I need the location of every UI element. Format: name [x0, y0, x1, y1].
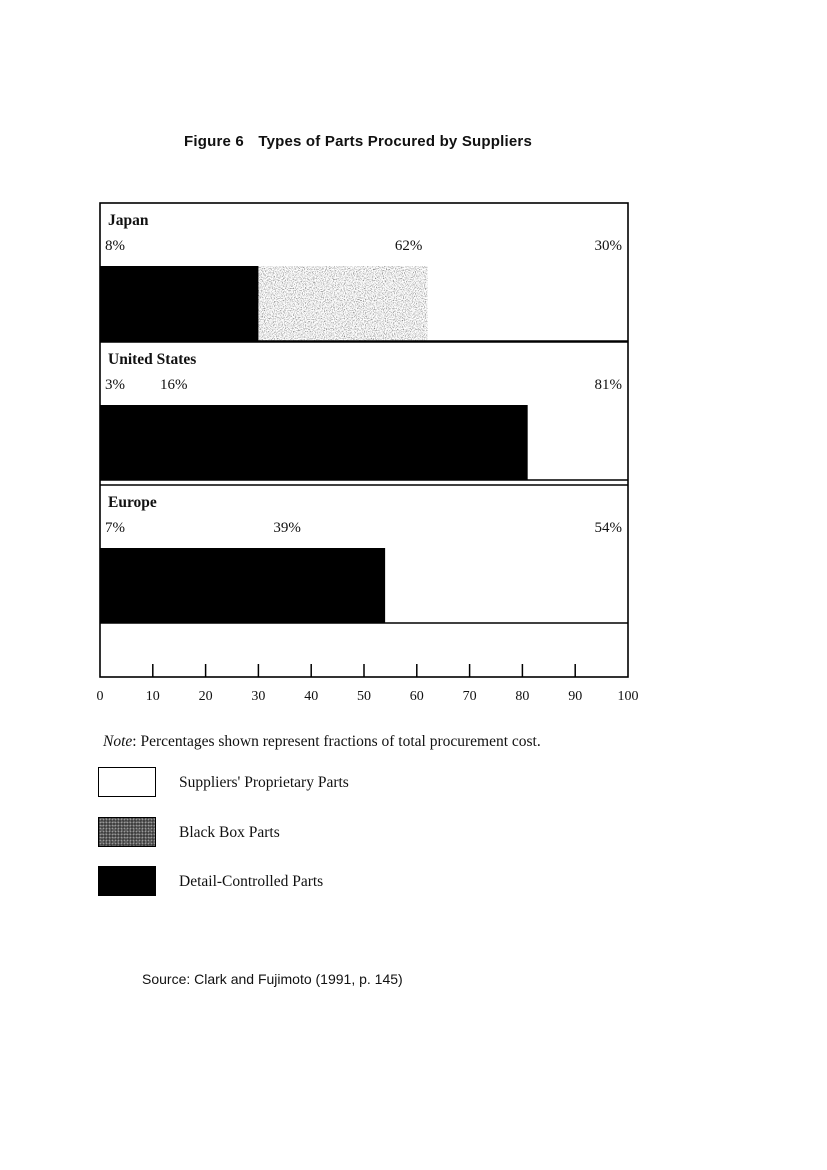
- value-label-united-states-black-box-parts: 16%: [160, 377, 188, 393]
- source-citation: Source: Clark and Fujimoto (1991, p. 145): [142, 971, 403, 987]
- value-label-japan-suppliers-proprietary-parts: 8%: [105, 238, 125, 254]
- figure-label: Figure 6: [184, 133, 244, 150]
- bar-segment-europe-detail-controlled-parts: [100, 548, 385, 623]
- category-label-europe: Europe: [108, 494, 157, 511]
- category-label-united-states: United States: [108, 351, 197, 368]
- x-tick-label: 10: [145, 689, 160, 704]
- figure-title: [0, 133, 716, 150]
- x-tick-label: 60: [409, 689, 424, 704]
- bar-segment-united-states-detail-controlled-parts: [100, 405, 528, 480]
- category-label-japan: Japan: [108, 212, 149, 229]
- x-tick-label: 90: [568, 689, 583, 704]
- x-tick-label: 80: [515, 689, 530, 704]
- x-tick-label: 70: [462, 689, 477, 704]
- value-label-united-states-detail-controlled-parts: 81%: [594, 377, 622, 393]
- note: [103, 733, 541, 751]
- x-tick-label: 40: [304, 689, 319, 704]
- value-label-japan-detail-controlled-parts: 30%: [594, 238, 622, 254]
- x-tick-label: 50: [357, 689, 371, 704]
- legend-swatch-black-box: [98, 817, 156, 847]
- note-text: : Percentages shown represent fractions of total procurement cost.: [132, 733, 541, 750]
- value-label-japan-black-box-parts: 62%: [394, 238, 423, 254]
- value-label-europe-black-box-parts: 39%: [273, 520, 301, 536]
- x-tick-label: 20: [198, 689, 213, 704]
- bar-segment-japan-detail-controlled-parts: [100, 266, 258, 341]
- x-tick-label: 100: [617, 689, 639, 704]
- legend-swatch-proprietary: [98, 767, 156, 797]
- figure-title-text: Types of Parts Procured by Suppliers: [258, 133, 532, 150]
- value-label-europe-detail-controlled-parts: 54%: [594, 520, 622, 536]
- legend-label-detail-controlled: Detail-Controlled Parts: [179, 873, 324, 890]
- value-label-europe-suppliers-proprietary-parts: 7%: [105, 520, 125, 536]
- x-tick-label: 30: [251, 689, 266, 704]
- legend-swatch-detail-controlled: [98, 866, 156, 896]
- value-label-united-states-suppliers-proprietary-parts: 3%: [105, 377, 125, 393]
- legend-label-proprietary: Suppliers' Proprietary Parts: [179, 774, 349, 791]
- x-tick-label: 0: [96, 689, 104, 704]
- stacked-bar-chart: [90, 195, 650, 715]
- legend-label-black-box: Black Box Parts: [179, 824, 280, 841]
- note-label: Note: [103, 733, 133, 750]
